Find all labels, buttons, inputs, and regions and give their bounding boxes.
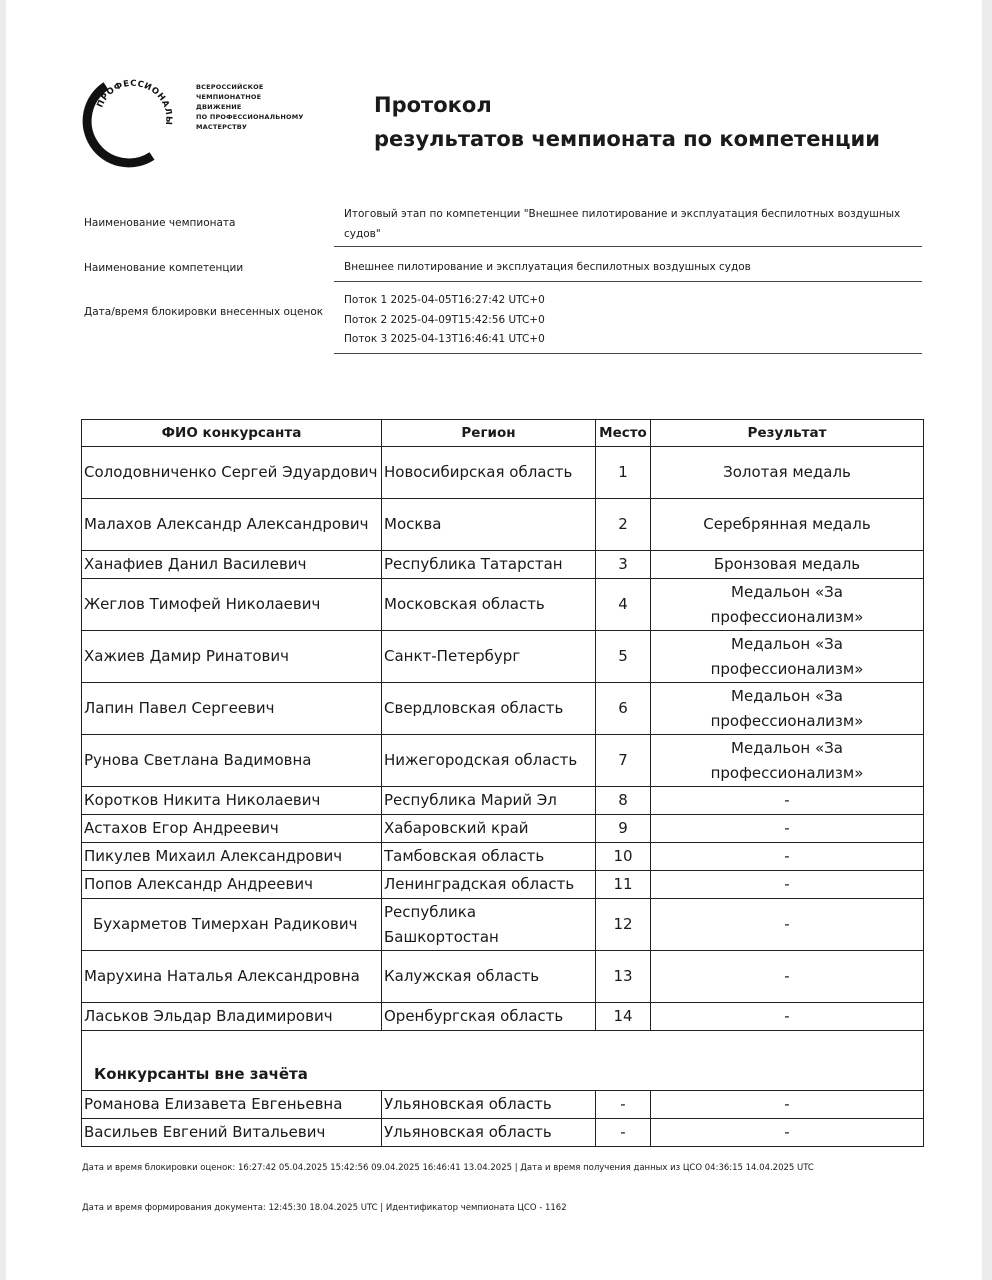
cell-name: Бухарметов Тимерхан Радикович: [82, 899, 382, 951]
cell-place: -: [596, 1119, 651, 1147]
cell-name: Попов Александр Андреевич: [82, 871, 382, 899]
cell-place: 10: [596, 843, 651, 871]
cell-name: Романова Елизавета Евгеньевна: [82, 1091, 382, 1119]
cell-result: Медальон «За профессионализм»: [651, 631, 924, 683]
table-row: [82, 1003, 924, 1031]
header-name: ФИО конкурсанта: [82, 420, 382, 447]
cell-place: 1: [596, 447, 651, 499]
cell-result: Медальон «За профессионализм»: [651, 735, 924, 787]
header-result: Результат: [651, 420, 924, 447]
cell-result: Золотая медаль: [651, 447, 924, 499]
document-title: [374, 88, 880, 156]
divider: [334, 281, 922, 282]
table-row: [82, 551, 924, 579]
cell-name: Лапин Павел Сергеевич: [82, 683, 382, 735]
championship-label: Наименование чемпионата: [84, 217, 236, 229]
document-page: [6, 0, 982, 1280]
table-row: [82, 1119, 924, 1147]
cell-place: 11: [596, 871, 651, 899]
cell-place: 8: [596, 787, 651, 815]
cell-place: 3: [596, 551, 651, 579]
cell-result: -: [651, 1119, 924, 1147]
table-row: [82, 499, 924, 551]
cell-result: -: [651, 899, 924, 951]
footer-generation-info: Дата и время формирования документа: 12:45:30 18.04.2025 UTC | Идентификатор чемпионата ЦСО - 1162: [82, 1203, 567, 1213]
cell-result: Бронзовая медаль: [651, 551, 924, 579]
cell-place: 6: [596, 683, 651, 735]
cell-place: 9: [596, 815, 651, 843]
cell-result: -: [651, 815, 924, 843]
cell-name: Васильев Евгений Витальевич: [82, 1119, 382, 1147]
cell-region: Республика Марий Эл: [382, 787, 596, 815]
logo-caption: [196, 82, 346, 132]
cell-result: -: [651, 871, 924, 899]
competence-value: Внешнее пилотирование и эксплуатация беспилотных воздушных судов: [344, 261, 751, 273]
cell-region: Санкт-Петербург: [382, 631, 596, 683]
cell-region: Москва: [382, 499, 596, 551]
cell-result: Медальон «За профессионализм»: [651, 683, 924, 735]
cell-name: Пикулев Михаил Александрович: [82, 843, 382, 871]
cell-region: Калужская область: [382, 951, 596, 1003]
table-row: [82, 951, 924, 1003]
professionaly-logo: [82, 70, 182, 170]
cell-result: -: [651, 787, 924, 815]
table-row: [82, 1091, 924, 1119]
lock-time-stream: Поток 1 2025-04-05T16:27:42 UTC+0: [344, 294, 545, 306]
table-row: [82, 447, 924, 499]
divider: [334, 353, 922, 354]
cell-result: -: [651, 1091, 924, 1119]
results-table: [81, 419, 924, 1147]
cell-region: Республика Татарстан: [382, 551, 596, 579]
table-row: [82, 683, 924, 735]
logo-caption-line: ПО ПРОФЕССИОНАЛЬНОМУ: [196, 113, 304, 121]
table-row: [82, 735, 924, 787]
cell-name: Ханафиев Данил Василевич: [82, 551, 382, 579]
cell-region: Ленинградская область: [382, 871, 596, 899]
cell-result: Серебрянная медаль: [651, 499, 924, 551]
cell-name: Солодовниченко Сергей Эдуардович: [82, 447, 382, 499]
table-row: [82, 815, 924, 843]
lock-time-stream: Поток 2 2025-04-09T15:42:56 UTC+0: [344, 313, 545, 326]
cell-name: Коротков Никита Николаевич: [82, 787, 382, 815]
cell-name: Хажиев Дамир Ринатович: [82, 631, 382, 683]
logo-caption-line: ЧЕМПИОНАТНОЕ: [196, 93, 262, 101]
cell-result: -: [651, 951, 924, 1003]
cell-region: Тамбовская область: [382, 843, 596, 871]
championship-value: Итоговый этап по компетенции "Внешнее пилотирование и эксплуатация беспилотных воздушных судов": [344, 208, 901, 240]
title-line-2: результатов чемпионата по компетенции: [374, 127, 880, 151]
cell-name: Рунова Светлана Вадимовна: [82, 735, 382, 787]
header-place: Место: [596, 420, 651, 447]
header-region: Регион: [382, 420, 596, 447]
cell-place: 5: [596, 631, 651, 683]
table-row: [82, 631, 924, 683]
competence-label: Наименование компетенции: [84, 262, 244, 274]
cell-region: Ульяновская область: [382, 1119, 596, 1147]
table-row: [82, 843, 924, 871]
cell-place: 2: [596, 499, 651, 551]
table-row: [82, 871, 924, 899]
cell-region: Московская область: [382, 579, 596, 631]
cell-name: Жеглов Тимофей Николаевич: [82, 579, 382, 631]
table-row: [82, 787, 924, 815]
svg-text:ПРОФЕССИОНАЛЫ: ПРОФЕССИОНАЛЫ: [95, 78, 174, 126]
cell-place: 13: [596, 951, 651, 1003]
section-title: Конкурсанты вне зачёта: [82, 1031, 924, 1091]
cell-result: -: [651, 843, 924, 871]
lock-time-stream: Поток 3 2025-04-13T16:46:41 UTC+0: [344, 333, 545, 345]
logo-caption-line: ВСЕРОССИЙСКОЕ: [196, 83, 264, 91]
cell-place: 4: [596, 579, 651, 631]
logo-caption-line: МАСТЕРСТВУ: [196, 123, 248, 131]
cell-name: Ласьков Эльдар Владимирович: [82, 1003, 382, 1031]
logo-caption-line: ДВИЖЕНИЕ: [196, 103, 242, 111]
cell-region: Новосибирская область: [382, 447, 596, 499]
cell-name: Астахов Егор Андреевич: [82, 815, 382, 843]
cell-region: Хабаровский край: [382, 815, 596, 843]
cell-place: 12: [596, 899, 651, 951]
cell-result: -: [651, 1003, 924, 1031]
cell-place: 14: [596, 1003, 651, 1031]
divider: [334, 246, 922, 247]
table-header-row: [82, 420, 924, 447]
cell-name: Малахов Александр Александрович: [82, 499, 382, 551]
cell-region: Ульяновская область: [382, 1091, 596, 1119]
cell-place: -: [596, 1091, 651, 1119]
lock-time-label: Дата/время блокировки внесенных оценок: [84, 306, 324, 318]
title-line-1: Протокол: [374, 93, 492, 117]
cell-name: Марухина Наталья Александровна: [82, 951, 382, 1003]
cell-region: Нижегородская область: [382, 735, 596, 787]
cell-result: Медальон «За профессионализм»: [651, 579, 924, 631]
table-row: [82, 579, 924, 631]
cell-region: Оренбургская область: [382, 1003, 596, 1031]
section-row: [82, 1031, 924, 1091]
footer-lock-info: Дата и время блокировки оценок: 16:27:42 05.04.2025 15:42:56 09.04.2025 16:46:41 13.04.2025 | Дата и время получения данных из ЦСО 04:36:15 14.04.2025 UTC: [82, 1163, 814, 1173]
cell-region: Республика Башкортостан: [382, 899, 596, 951]
cell-region: Свердловская область: [382, 683, 596, 735]
table-row: [82, 899, 924, 951]
cell-place: 7: [596, 735, 651, 787]
lock-time-values: [344, 291, 922, 350]
